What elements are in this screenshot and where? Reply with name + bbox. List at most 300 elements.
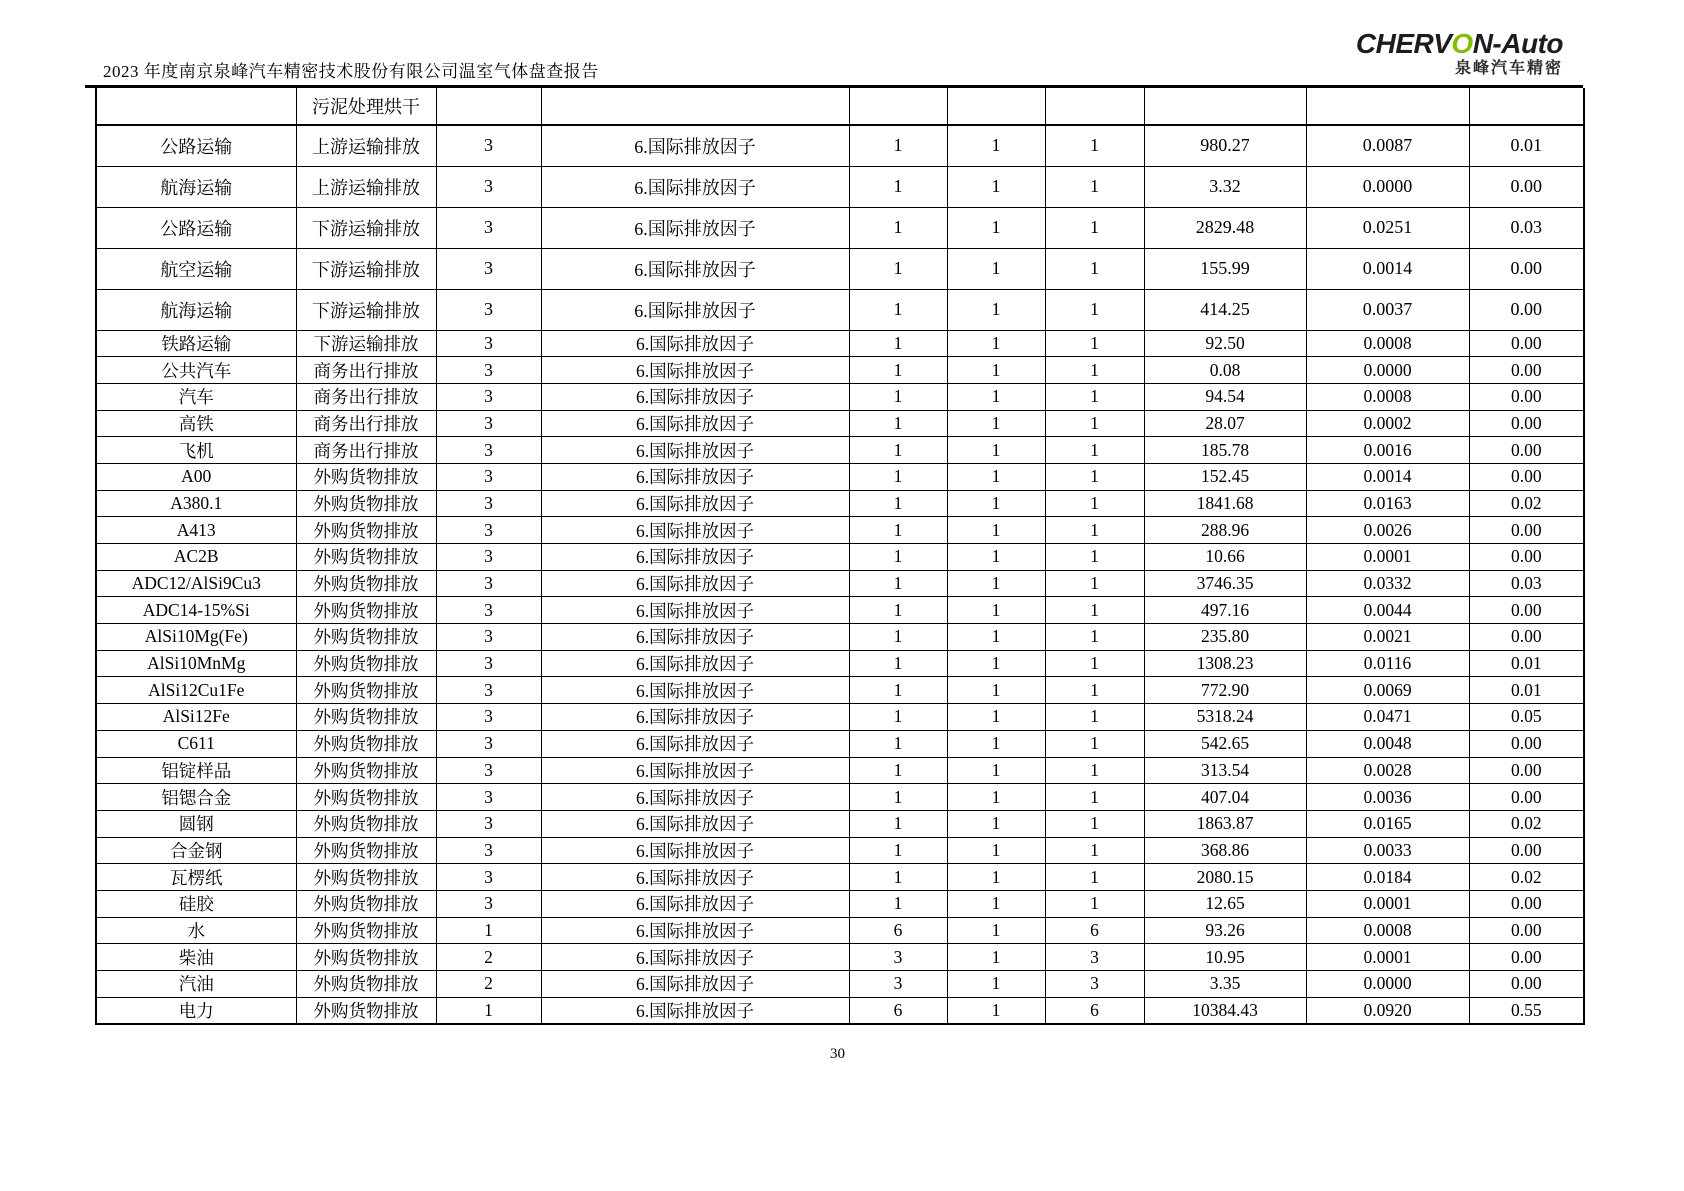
table-cell: 0.0332: [1306, 570, 1469, 597]
table-cell: 6.国际排放因子: [541, 944, 849, 971]
table-cell: 汽车: [96, 383, 296, 410]
table-cell: 外购货物排放: [296, 837, 436, 864]
table-cell: 3: [436, 784, 541, 811]
table-cell: 92.50: [1144, 330, 1306, 357]
table-cell: 外购货物排放: [296, 917, 436, 944]
table-cell: 1: [947, 125, 1045, 166]
table-cell: 1: [947, 490, 1045, 517]
table-cell: 6.国际排放因子: [541, 837, 849, 864]
table-cell: 2080.15: [1144, 864, 1306, 891]
table-cell: 铝锭样品: [96, 757, 296, 784]
table-cell: 3.32: [1144, 166, 1306, 207]
table-cell: 6.国际排放因子: [541, 650, 849, 677]
table-cell: 0.0001: [1306, 544, 1469, 571]
table-cell: 1: [849, 517, 947, 544]
table-cell: 1: [849, 784, 947, 811]
table-cell: 1: [849, 757, 947, 784]
table-cell: 0.0000: [1306, 971, 1469, 998]
table-cell: 10.66: [1144, 544, 1306, 571]
table-cell: 0.00: [1469, 917, 1584, 944]
table-cell: 1: [1045, 890, 1144, 917]
table-row: [96, 650, 1584, 677]
table-row: [96, 544, 1584, 571]
logo-brand-text: [1356, 30, 1563, 58]
table-cell: 1: [849, 890, 947, 917]
table-cell: 6.国际排放因子: [541, 330, 849, 357]
table-cell: 2: [436, 944, 541, 971]
table-cell: 3: [849, 971, 947, 998]
table-cell: 0.00: [1469, 166, 1584, 207]
table-cell: 外购货物排放: [296, 757, 436, 784]
table-cell: 外购货物排放: [296, 730, 436, 757]
table-cell: 1: [947, 544, 1045, 571]
table-cell: 6: [849, 917, 947, 944]
table-cell: 1: [1045, 437, 1144, 464]
table-cell: 3: [436, 544, 541, 571]
table-cell: 0.00: [1469, 357, 1584, 384]
table-cell: 下游运输排放: [296, 289, 436, 330]
table-row: [96, 330, 1584, 357]
table-cell: 1: [849, 125, 947, 166]
table-cell: 航海运输: [96, 289, 296, 330]
table-cell: 6.国际排放因子: [541, 437, 849, 464]
table-cell: 1: [947, 166, 1045, 207]
table-cell: AlSi10Mg(Fe): [96, 624, 296, 651]
table-cell: A413: [96, 517, 296, 544]
table-cell: 0.00: [1469, 517, 1584, 544]
table-cell: 235.80: [1144, 624, 1306, 651]
table-cell: 772.90: [1144, 677, 1306, 704]
table-cell: 高铁: [96, 410, 296, 437]
table-cell: 1: [947, 597, 1045, 624]
table-row: [96, 944, 1584, 971]
table-cell: 6.国际排放因子: [541, 357, 849, 384]
table-cell: [849, 88, 947, 125]
table-cell: 1: [947, 248, 1045, 289]
table-cell: ADC12/AlSi9Cu3: [96, 570, 296, 597]
table-cell: 0.0021: [1306, 624, 1469, 651]
table-cell: 1863.87: [1144, 810, 1306, 837]
table-cell: 6.国际排放因子: [541, 463, 849, 490]
table-cell: 0.0044: [1306, 597, 1469, 624]
table-cell: 商务出行排放: [296, 383, 436, 410]
table-cell: 0.0069: [1306, 677, 1469, 704]
table-row: [96, 810, 1584, 837]
table-cell: AlSi10MnMg: [96, 650, 296, 677]
table-cell: 外购货物排放: [296, 463, 436, 490]
table-cell: 3: [1045, 944, 1144, 971]
table-cell: 0.55: [1469, 997, 1584, 1024]
table-cell: 外购货物排放: [296, 864, 436, 891]
table-cell: 1: [1045, 757, 1144, 784]
table-cell: 1: [947, 357, 1045, 384]
table-cell: 1: [947, 917, 1045, 944]
table-cell: 1: [1045, 650, 1144, 677]
table-cell: 3: [436, 890, 541, 917]
table-cell: 6.国际排放因子: [541, 383, 849, 410]
table-cell: AlSi12Cu1Fe: [96, 677, 296, 704]
table-cell: 1: [849, 544, 947, 571]
table-cell: 商务出行排放: [296, 410, 436, 437]
table-cell: C611: [96, 730, 296, 757]
table-cell: 6.国际排放因子: [541, 125, 849, 166]
table-cell: 497.16: [1144, 597, 1306, 624]
table-cell: 1: [1045, 289, 1144, 330]
table-cell: 3: [436, 650, 541, 677]
table-cell: 1: [947, 463, 1045, 490]
table-cell: 0.0001: [1306, 890, 1469, 917]
table-cell: 外购货物排放: [296, 971, 436, 998]
table-row: [96, 289, 1584, 330]
table-cell: 1: [947, 997, 1045, 1024]
table-cell: 合金钢: [96, 837, 296, 864]
table-cell: 1: [1045, 410, 1144, 437]
table-cell: 航海运输: [96, 166, 296, 207]
table-cell: [1144, 88, 1306, 125]
table-row: [96, 125, 1584, 166]
table-cell: 1: [849, 837, 947, 864]
table-row: [96, 437, 1584, 464]
table-cell: 1: [1045, 330, 1144, 357]
table-cell: 1: [849, 330, 947, 357]
table-cell: 1841.68: [1144, 490, 1306, 517]
table-cell: 0.00: [1469, 289, 1584, 330]
table-cell: 0.0037: [1306, 289, 1469, 330]
table-cell: 3: [436, 490, 541, 517]
table-row: [96, 248, 1584, 289]
table-cell: 1: [436, 917, 541, 944]
table-cell: 94.54: [1144, 383, 1306, 410]
table-cell: 1: [1045, 383, 1144, 410]
table-cell: 3: [436, 810, 541, 837]
table-cell: 1: [1045, 544, 1144, 571]
table-cell: 0.0014: [1306, 463, 1469, 490]
table-cell: 0.0116: [1306, 650, 1469, 677]
table-row: [96, 784, 1584, 811]
table-cell: 3: [436, 864, 541, 891]
table-cell: 外购货物排放: [296, 517, 436, 544]
table-row: [96, 166, 1584, 207]
table-cell: 5318.24: [1144, 704, 1306, 731]
table-cell: 28.07: [1144, 410, 1306, 437]
table-cell: 3: [436, 166, 541, 207]
table-cell: 水: [96, 917, 296, 944]
table-cell: 1: [947, 437, 1045, 464]
table-cell: 6.国际排放因子: [541, 207, 849, 248]
table-cell: 0.00: [1469, 410, 1584, 437]
table-cell: 0.00: [1469, 971, 1584, 998]
table-cell: 0.0002: [1306, 410, 1469, 437]
table-cell: 铁路运输: [96, 330, 296, 357]
table-row: [96, 570, 1584, 597]
table-cell: 6.国际排放因子: [541, 810, 849, 837]
table-cell: 6.国际排放因子: [541, 890, 849, 917]
table-cell: [1045, 88, 1144, 125]
table-cell: 0.00: [1469, 624, 1584, 651]
table-row: [96, 597, 1584, 624]
table-cell: 外购货物排放: [296, 624, 436, 651]
table-cell: 1: [849, 383, 947, 410]
table-cell: [541, 88, 849, 125]
table-cell: [1469, 88, 1584, 125]
table-cell: [1306, 88, 1469, 125]
table-cell: [96, 88, 296, 125]
table-cell: 10.95: [1144, 944, 1306, 971]
table-row: [96, 917, 1584, 944]
table-cell: 3: [436, 207, 541, 248]
table-cell: 6.国际排放因子: [541, 166, 849, 207]
table-cell: 0.0001: [1306, 944, 1469, 971]
table-cell: 1: [849, 864, 947, 891]
table-cell: 外购货物排放: [296, 650, 436, 677]
table-cell: 瓦楞纸: [96, 864, 296, 891]
table-cell: 1: [1045, 490, 1144, 517]
table-row: [96, 730, 1584, 757]
table-cell: 1: [1045, 624, 1144, 651]
logo-accent-letter: O: [1451, 28, 1473, 59]
table-cell: 下游运输排放: [296, 330, 436, 357]
table-cell: 公路运输: [96, 207, 296, 248]
table-cell: 公路运输: [96, 125, 296, 166]
table-cell: 0.00: [1469, 784, 1584, 811]
table-cell: 6.国际排放因子: [541, 971, 849, 998]
table-cell: 汽油: [96, 971, 296, 998]
table-cell: 0.02: [1469, 864, 1584, 891]
emission-factors-table: [95, 88, 1585, 1025]
table-cell: 185.78: [1144, 437, 1306, 464]
table-cell: 3746.35: [1144, 570, 1306, 597]
table-cell: 外购货物排放: [296, 704, 436, 731]
table-cell: 1: [849, 597, 947, 624]
table-cell: 外购货物排放: [296, 570, 436, 597]
table-cell: 3: [436, 757, 541, 784]
table-cell: 0.0000: [1306, 357, 1469, 384]
table-cell: 外购货物排放: [296, 544, 436, 571]
table-cell: 3: [436, 330, 541, 357]
table-cell: 155.99: [1144, 248, 1306, 289]
table-cell: 1: [849, 248, 947, 289]
table-cell: 3: [436, 677, 541, 704]
table-cell: 外购货物排放: [296, 597, 436, 624]
table-cell: 6.国际排放因子: [541, 597, 849, 624]
table-cell: 1: [947, 784, 1045, 811]
table-row: [96, 490, 1584, 517]
table-cell: 铝锶合金: [96, 784, 296, 811]
table-cell: 6.国际排放因子: [541, 490, 849, 517]
table-cell: 1: [947, 704, 1045, 731]
table-cell: 0.0033: [1306, 837, 1469, 864]
table-cell: 93.26: [1144, 917, 1306, 944]
table-cell: 1: [436, 997, 541, 1024]
table-cell: 0.00: [1469, 544, 1584, 571]
table-cell: [947, 88, 1045, 125]
table-cell: 3: [1045, 971, 1144, 998]
table-cell: 1: [947, 330, 1045, 357]
table-cell: 0.01: [1469, 125, 1584, 166]
table-cell: 1: [947, 410, 1045, 437]
table-cell: 0.00: [1469, 248, 1584, 289]
table-cell: 313.54: [1144, 757, 1306, 784]
table-cell: 6.国际排放因子: [541, 677, 849, 704]
table-cell: 外购货物排放: [296, 677, 436, 704]
table-cell: 0.01: [1469, 677, 1584, 704]
table-cell: 3: [436, 383, 541, 410]
table-cell: 0.0163: [1306, 490, 1469, 517]
table-cell: 6.国际排放因子: [541, 997, 849, 1024]
table-cell: 0.0048: [1306, 730, 1469, 757]
table-cell: 0.0000: [1306, 166, 1469, 207]
table-cell: 6.国际排放因子: [541, 864, 849, 891]
table-row: [96, 837, 1584, 864]
table-row: [96, 383, 1584, 410]
table-cell: 3: [849, 944, 947, 971]
table-cell: 柴油: [96, 944, 296, 971]
table-cell: 6.国际排放因子: [541, 917, 849, 944]
table-cell: 3: [436, 437, 541, 464]
table-cell: 1: [1045, 207, 1144, 248]
table-row: [96, 207, 1584, 248]
table-cell: 980.27: [1144, 125, 1306, 166]
table-cell: 1: [849, 624, 947, 651]
table-cell: 1: [1045, 570, 1144, 597]
table-cell: 0.00: [1469, 383, 1584, 410]
table-cell: 0.00: [1469, 463, 1584, 490]
table-cell: 1: [1045, 704, 1144, 731]
table-cell: 6.国际排放因子: [541, 757, 849, 784]
table-cell: 上游运输排放: [296, 166, 436, 207]
table-cell: 6.国际排放因子: [541, 570, 849, 597]
table-cell: 1: [849, 357, 947, 384]
table-cell: 0.00: [1469, 890, 1584, 917]
table-cell: 0.00: [1469, 944, 1584, 971]
table-cell: 1: [849, 463, 947, 490]
table-cell: 3: [436, 125, 541, 166]
table-cell: 1: [1045, 864, 1144, 891]
table-body: [96, 88, 1584, 1024]
table-cell: 6.国际排放因子: [541, 289, 849, 330]
table-cell: 3.35: [1144, 971, 1306, 998]
table-cell: 6: [849, 997, 947, 1024]
table-cell: 1: [1045, 517, 1144, 544]
table-cell: 0.01: [1469, 650, 1584, 677]
table-row: [96, 971, 1584, 998]
table-cell: 1: [947, 677, 1045, 704]
table-cell: 1: [947, 624, 1045, 651]
table-cell: 0.0008: [1306, 383, 1469, 410]
table-cell: 1: [849, 677, 947, 704]
table-cell: 1: [849, 166, 947, 207]
table-cell: 下游运输排放: [296, 248, 436, 289]
table-cell: 下游运输排放: [296, 207, 436, 248]
table-row: [96, 357, 1584, 384]
table-cell: 3: [436, 730, 541, 757]
table-row: [96, 463, 1584, 490]
table-cell: 10384.43: [1144, 997, 1306, 1024]
table-cell: 商务出行排放: [296, 437, 436, 464]
table-cell: ADC14-15%Si: [96, 597, 296, 624]
table-cell: 3: [436, 570, 541, 597]
table-cell: 外购货物排放: [296, 810, 436, 837]
table-cell: 1: [1045, 597, 1144, 624]
table-cell: 0.0008: [1306, 917, 1469, 944]
table-row: [96, 757, 1584, 784]
table-cell: 3: [436, 289, 541, 330]
table-cell: 1: [947, 383, 1045, 410]
table-cell: A380.1: [96, 490, 296, 517]
table-cell: 1: [947, 810, 1045, 837]
table-cell: 0.05: [1469, 704, 1584, 731]
table-cell: 2829.48: [1144, 207, 1306, 248]
table-cell: 0.00: [1469, 757, 1584, 784]
table-cell: 航空运输: [96, 248, 296, 289]
table-cell: 0.00: [1469, 437, 1584, 464]
table-cell: 0.00: [1469, 330, 1584, 357]
table-cell: 圆钢: [96, 810, 296, 837]
table-cell: A00: [96, 463, 296, 490]
table-cell: 1: [1045, 810, 1144, 837]
table-cell: 1308.23: [1144, 650, 1306, 677]
table-cell: 6: [1045, 997, 1144, 1024]
table-cell: 1: [1045, 166, 1144, 207]
table-row: [96, 88, 1584, 125]
table-cell: 0.03: [1469, 207, 1584, 248]
table-cell: 1: [947, 890, 1045, 917]
table-cell: 0.0026: [1306, 517, 1469, 544]
table-cell: 0.02: [1469, 810, 1584, 837]
table-cell: 1: [947, 730, 1045, 757]
table-cell: 3: [436, 410, 541, 437]
table-cell: 硅胶: [96, 890, 296, 917]
table-cell: 6.国际排放因子: [541, 704, 849, 731]
table-cell: 1: [1045, 357, 1144, 384]
table-cell: 污泥处理烘干: [296, 88, 436, 125]
table-cell: 1: [947, 757, 1045, 784]
table-cell: AlSi12Fe: [96, 704, 296, 731]
table-cell: 1: [1045, 784, 1144, 811]
logo-brand-part1: CHERV: [1355, 28, 1452, 59]
table-cell: 1: [849, 410, 947, 437]
table-row: [96, 410, 1584, 437]
table-cell: 0.0471: [1306, 704, 1469, 731]
table-cell: 1: [947, 207, 1045, 248]
table-cell: 上游运输排放: [296, 125, 436, 166]
table-cell: 1: [947, 570, 1045, 597]
table-row: [96, 677, 1584, 704]
table-cell: AC2B: [96, 544, 296, 571]
table-cell: 1: [947, 944, 1045, 971]
table-cell: 0.0920: [1306, 997, 1469, 1024]
table-cell: 1: [849, 207, 947, 248]
table-cell: 6: [1045, 917, 1144, 944]
table-cell: 288.96: [1144, 517, 1306, 544]
table-cell: 2: [436, 971, 541, 998]
table-cell: 1: [1045, 837, 1144, 864]
table-row: [96, 997, 1584, 1024]
page-title: 2023 年度南京泉峰汽车精密技术股份有限公司温室气体盘查报告: [103, 62, 599, 81]
table-cell: 1: [849, 437, 947, 464]
table-cell: 外购货物排放: [296, 997, 436, 1024]
table-row: [96, 517, 1584, 544]
table-cell: 公共汽车: [96, 357, 296, 384]
table-cell: 0.02: [1469, 490, 1584, 517]
table-cell: 542.65: [1144, 730, 1306, 757]
table-cell: 1: [849, 570, 947, 597]
table-cell: 6.国际排放因子: [541, 544, 849, 571]
table-cell: 1: [947, 864, 1045, 891]
table-row: [96, 624, 1584, 651]
table-cell: 6.国际排放因子: [541, 784, 849, 811]
table-cell: 0.0014: [1306, 248, 1469, 289]
